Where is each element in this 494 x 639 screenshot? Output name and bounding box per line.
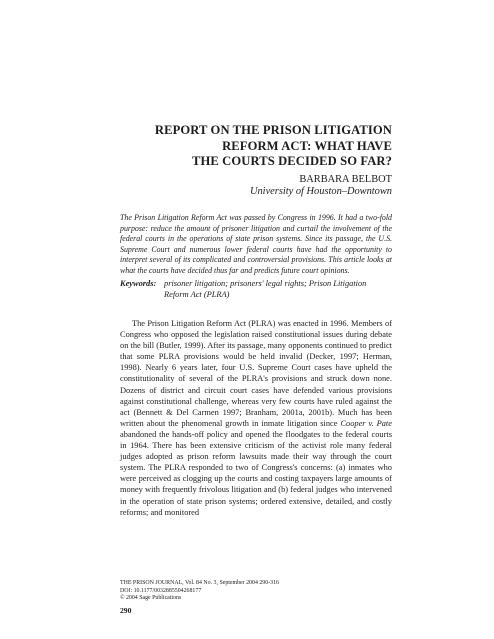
journal-citation: THE PRISON JOURNAL, Vol. 84 No. 3, September 2004 290-316 bbox=[120, 580, 279, 586]
keywords-text: prisoner litigation; prisoners' legal rights; Prison Litigation Reform Act (PLRA) bbox=[164, 279, 367, 299]
page-number: 290 bbox=[120, 606, 132, 615]
keywords-label: Keywords: bbox=[120, 279, 157, 288]
title-line-3: THE COURTS DECIDED SO FAR? bbox=[192, 154, 392, 168]
journal-footer bbox=[120, 580, 392, 603]
body-text-part-1: The Prison Litigation Reform Act (PLRA) was enacted in 1996. Members of Congress who opposed the legislation raised constitutional issues during debate on the bill (Butler, 1999). After its passage, many opponents continued to predict that some PLRA provisions would be held invalid (Decker, 1997; Herman, 1998). Nearly 6 years later, four U.S. Supreme Court cases have upheld the constitutionality of several of the PLRA's provisions and struck down none. Dozens of district and circuit court cases have defended various provisions against constitutional challenge, whereas very few courts have ruled against the act (Bennett & Del Carmen 1997; Branham, 2001a, 2001b). Much has been written about the phenomenal growth in inmate litigation since bbox=[120, 319, 392, 428]
abstract: The Prison Litigation Reform Act was passed by Congress in 1996. It had a two-fold purpose: reduce the amount of prisoner litigation and curtail the involvement of the federal courts in the operations of state prison systems. Since its passage, the U.S. Supreme Court and numerous lower federal courts have had the opportunity to interpret several of its complicated and controversial provisions. This article looks at what the courts have decided thus far and predicts future court opinions. bbox=[120, 213, 392, 275]
body-paragraph bbox=[120, 318, 392, 518]
article-title bbox=[120, 123, 392, 170]
keywords-block bbox=[120, 278, 392, 300]
body-text-part-2: abandoned the hands-off policy and opened the floodgates to the federal courts in 1964. There has been extensive criticism of the activist role many federal judges adopted as prison reform lawsuits made their way through the court system. The PLRA responded to two of Congress's concerns: (a) inmates who were perceived as clogging up the courts and costing taxpayers large amounts of money with frequently frivolous litigation and (b) federal judges who intervened in the operation of state prison systems; ordered extensive, detailed, and costly reforms; and monitored bbox=[120, 429, 392, 517]
doi: DOI: 10.1177/0032885504268177 bbox=[120, 587, 202, 594]
author-affiliation: University of Houston–Downtown bbox=[249, 186, 392, 197]
title-line-2: REFORM ACT: WHAT HAVE bbox=[222, 138, 392, 153]
case-citation: Cooper v. Pate bbox=[340, 418, 392, 428]
author-name: BARBARA BELBOT bbox=[299, 174, 392, 185]
title-line-1: REPORT ON THE PRISON LITIGATION bbox=[154, 123, 392, 137]
copyright: © 2004 Sage Publications bbox=[120, 595, 182, 602]
body-text bbox=[120, 318, 392, 518]
